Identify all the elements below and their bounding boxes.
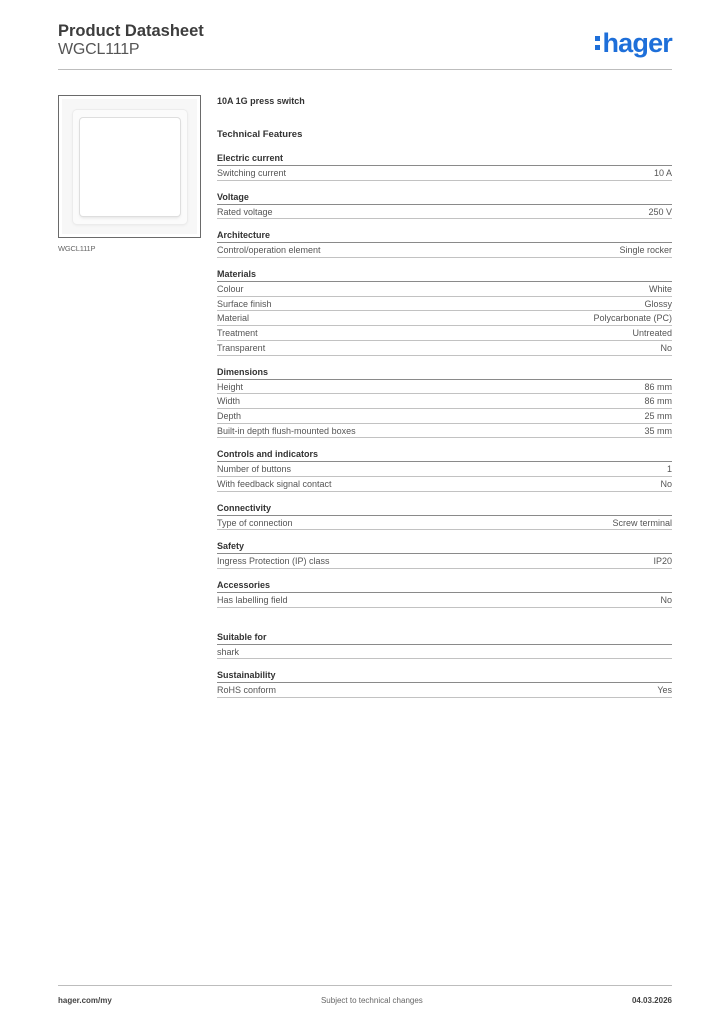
spec-row <box>217 297 672 312</box>
section-title: Safety <box>217 541 672 554</box>
spec-label: Switching current <box>217 168 287 178</box>
spec-section <box>217 503 672 531</box>
spec-section <box>217 632 672 660</box>
spec-label: Surface finish <box>217 298 272 309</box>
hager-logo <box>595 30 672 56</box>
spec-sections <box>217 153 672 698</box>
spec-value: Untreated <box>632 328 672 339</box>
spec-row <box>217 593 672 608</box>
spec-value: 86 mm <box>644 381 672 392</box>
spec-label: Type of connection <box>217 517 293 528</box>
spec-row <box>217 311 672 326</box>
spec-row <box>217 380 672 395</box>
spec-label: Transparent <box>217 342 266 353</box>
spec-value: IP20 <box>653 556 672 567</box>
spec-row <box>217 516 672 531</box>
switch-rocker <box>80 118 180 216</box>
spec-section <box>217 670 672 698</box>
spec-value: 35 mm <box>644 425 672 436</box>
spec-section <box>217 269 672 355</box>
spec-section <box>217 153 672 181</box>
spec-label: Height <box>217 381 244 392</box>
spec-row <box>217 645 672 660</box>
section-title: Dimensions <box>217 367 672 380</box>
footer-date: 04.03.2026 <box>631 996 672 1005</box>
spec-row <box>217 424 672 439</box>
spec-row <box>217 462 672 477</box>
spec-label: Built-in depth flush-mounted boxes <box>217 425 356 436</box>
features-heading: Technical Features <box>217 129 303 140</box>
spec-value: No <box>660 595 672 605</box>
spec-value: Yes <box>657 685 672 696</box>
logo-dots <box>595 36 600 50</box>
spec-value: 250 V <box>648 206 672 217</box>
spec-label: Control/operation element <box>217 245 321 256</box>
spec-row <box>217 341 672 356</box>
spec-row <box>217 394 672 409</box>
spec-section <box>217 541 672 569</box>
spec-value: Glossy <box>644 298 672 309</box>
spec-value: 25 mm <box>644 410 672 421</box>
spec-label: shark <box>217 646 240 657</box>
spec-row <box>217 166 672 181</box>
logo-text: hager <box>602 28 672 58</box>
spec-label: With feedback signal contact <box>217 478 332 489</box>
spec-section <box>217 449 672 491</box>
spec-value: Single rocker <box>619 245 672 256</box>
spec-value: 1 <box>666 464 672 475</box>
section-title: Accessories <box>217 580 672 593</box>
spec-row <box>217 326 672 341</box>
switch-plate <box>73 110 187 224</box>
spec-label: Number of buttons <box>217 464 292 475</box>
footer-notice: Subject to technical changes <box>320 996 423 1005</box>
spec-row <box>217 683 672 698</box>
section-title: Materials <box>217 269 672 282</box>
product-image-frame <box>58 95 201 238</box>
spec-section <box>217 230 672 258</box>
section-title: Suitable for <box>217 632 672 645</box>
page-header <box>58 22 672 70</box>
spec-value: Screw terminal <box>612 517 672 528</box>
spec-label: Has labelling field <box>217 595 288 605</box>
section-title: Connectivity <box>217 503 672 516</box>
section-title: Electric current <box>217 153 672 166</box>
spec-row <box>217 554 672 569</box>
spec-row <box>217 205 672 220</box>
spec-value: No <box>660 478 672 489</box>
spec-section <box>217 192 672 220</box>
spec-value: Polycarbonate (PC) <box>593 313 672 324</box>
spec-label: Ingress Protection (IP) class <box>217 556 330 567</box>
spec-label: Depth <box>217 410 242 421</box>
spec-row <box>217 243 672 258</box>
spec-value: White <box>648 284 672 295</box>
spec-value: 86 mm <box>644 396 672 407</box>
spec-value: 10 A <box>653 168 672 178</box>
spec-label: Rated voltage <box>217 206 273 217</box>
spec-value: No <box>660 342 672 353</box>
spec-section <box>217 580 672 608</box>
product-image <box>62 99 197 234</box>
spec-label: Colour <box>217 284 244 295</box>
spec-label: RoHS conform <box>217 685 277 696</box>
section-title: Architecture <box>217 230 672 243</box>
spec-row <box>217 282 672 297</box>
footer-website[interactable]: hager.com/my <box>58 996 112 1005</box>
spec-label: Treatment <box>217 328 258 339</box>
spec-row <box>217 477 672 492</box>
spec-section <box>217 367 672 439</box>
spec-content <box>217 94 672 698</box>
product-code: WGCL111P <box>58 41 140 58</box>
spec-label: Material <box>217 313 250 324</box>
section-title: Sustainability <box>217 670 672 683</box>
spec-row <box>217 409 672 424</box>
document-title: Product Datasheet <box>58 22 204 40</box>
page-footer <box>58 985 672 1007</box>
spec-label: Width <box>217 396 241 407</box>
section-title: Voltage <box>217 192 672 205</box>
image-caption: WGCL111P <box>58 244 96 253</box>
section-title: Controls and indicators <box>217 449 672 462</box>
product-name: 10A 1G press switch <box>217 96 305 106</box>
